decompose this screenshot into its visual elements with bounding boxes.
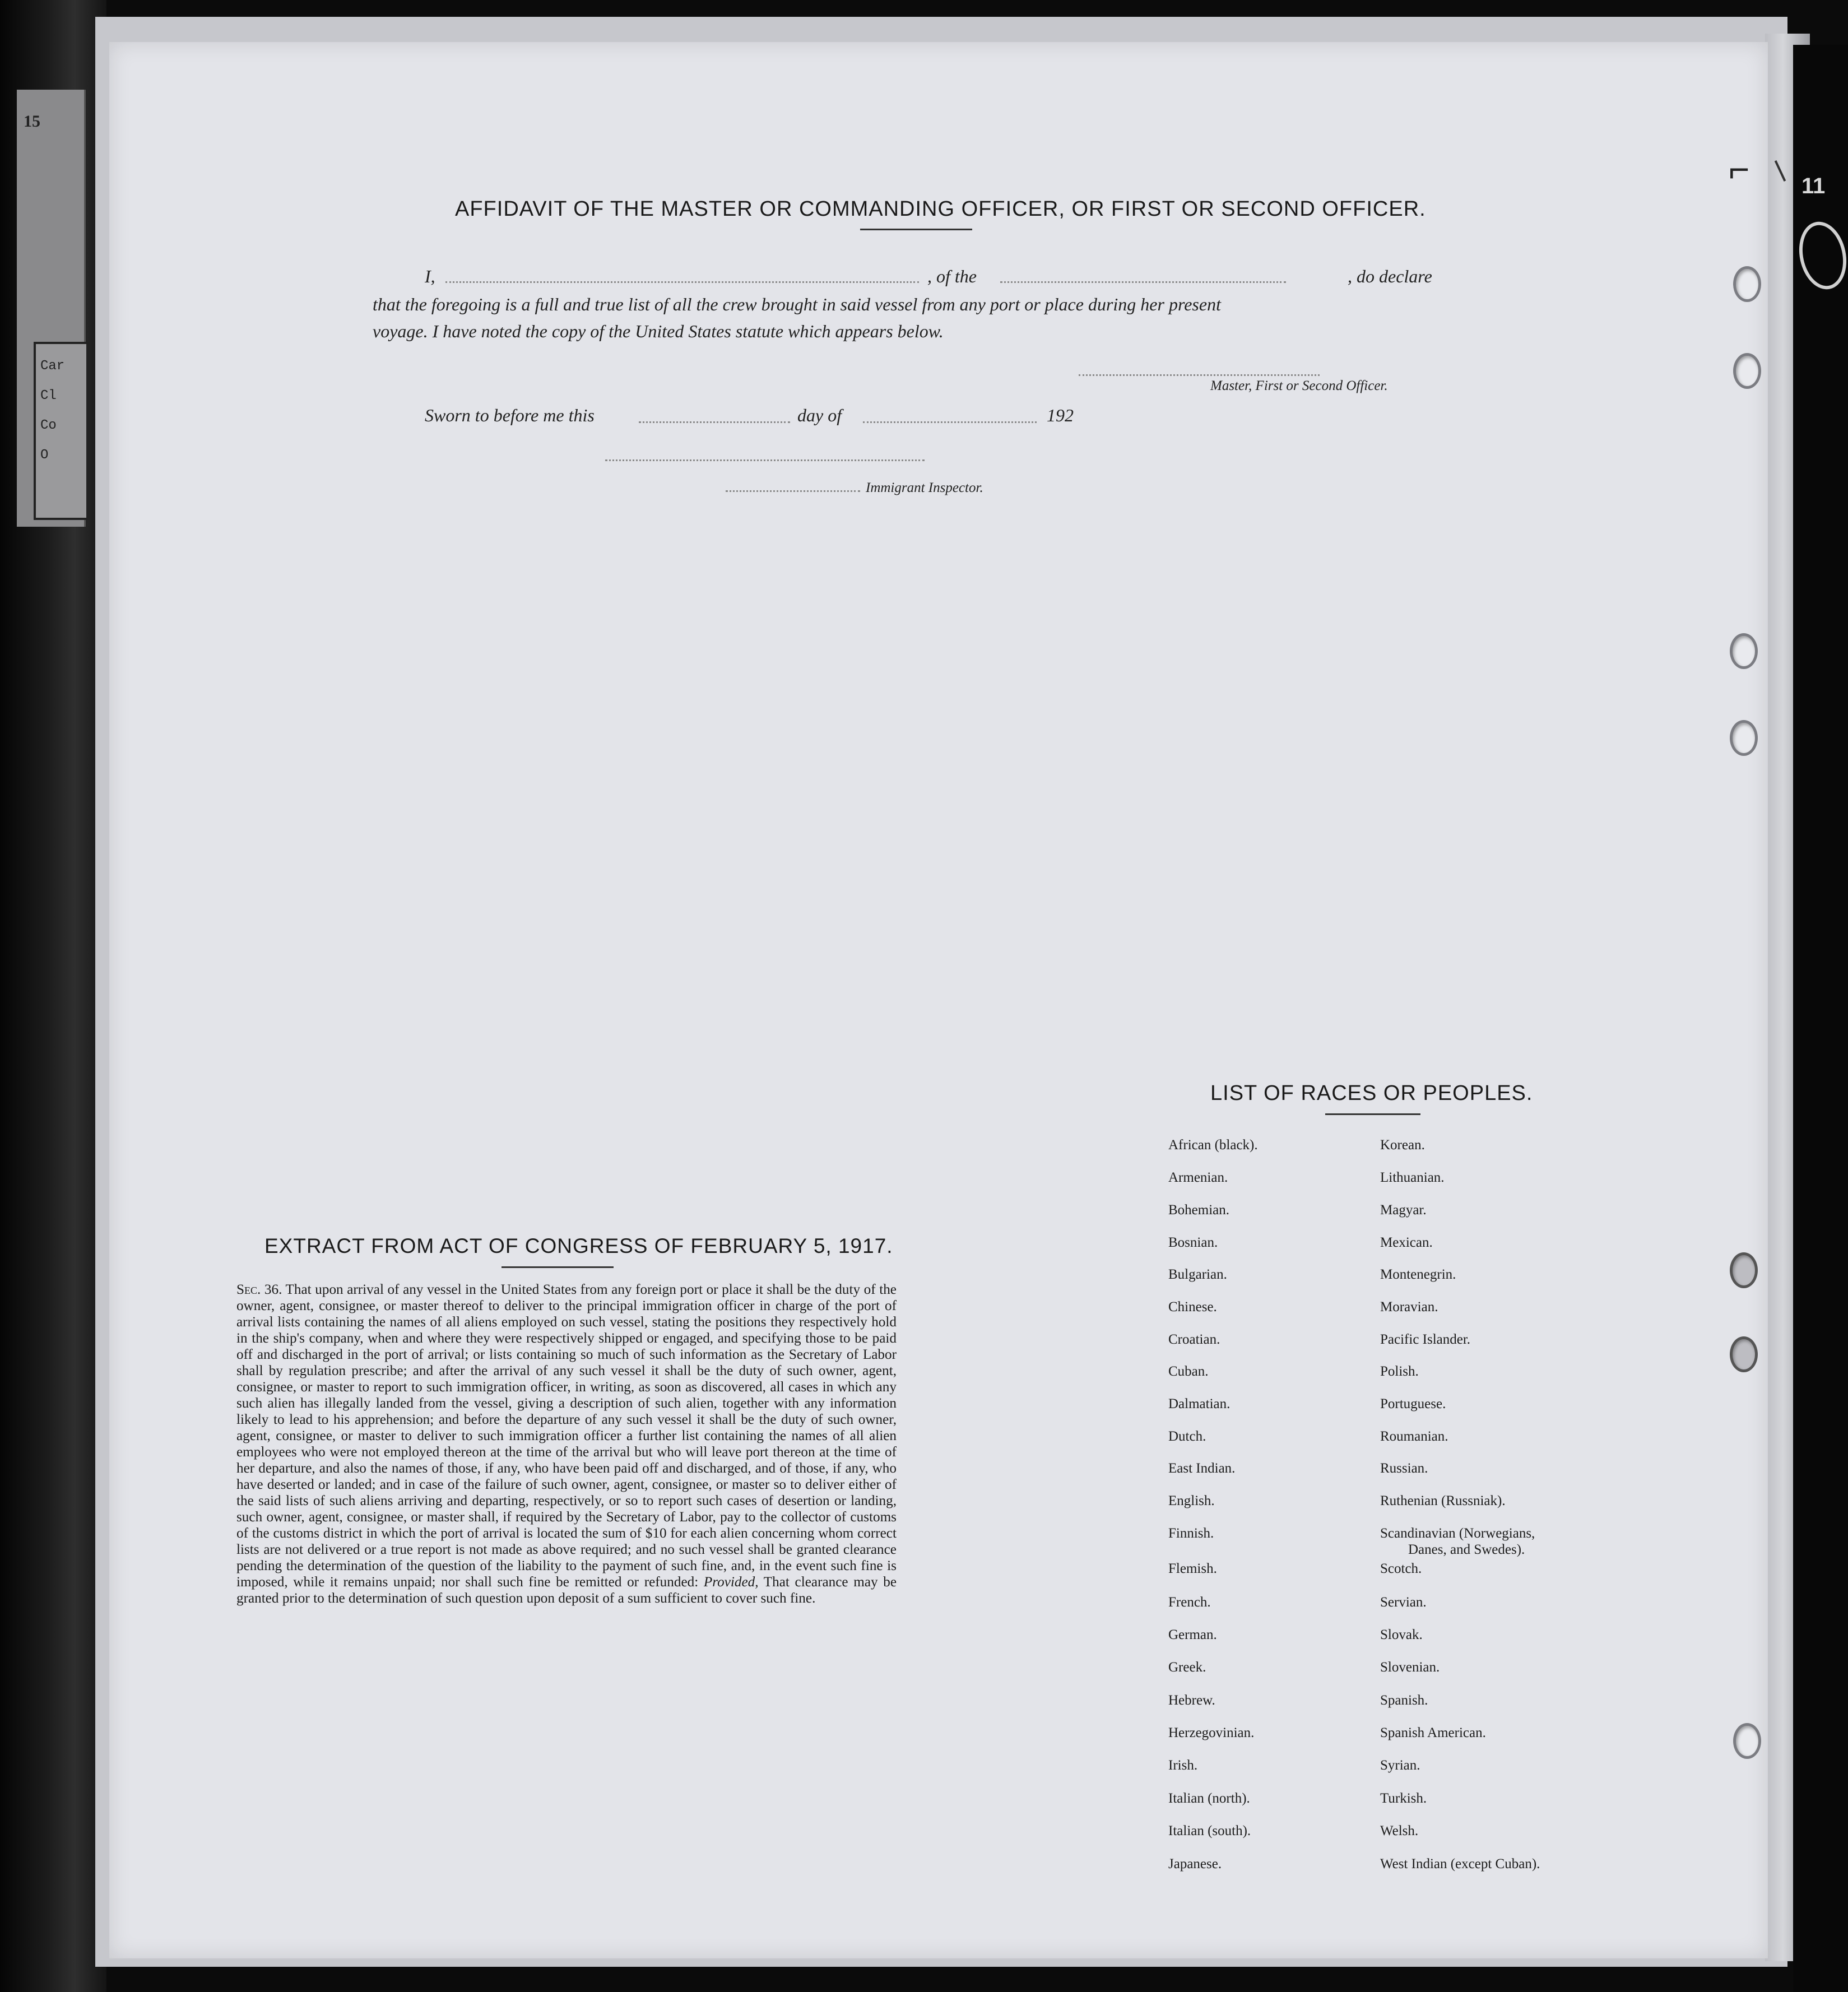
next-page-number: 11 bbox=[1801, 174, 1826, 198]
stamp-line: Co bbox=[40, 418, 57, 433]
punch-hole-icon bbox=[1730, 633, 1758, 669]
sworn-month-field[interactable] bbox=[863, 421, 1037, 423]
affidavit-line1-prefix: I, bbox=[425, 266, 435, 286]
race-item: Roumanian. bbox=[1380, 1429, 1448, 1444]
race-item: Armenian. bbox=[1168, 1170, 1228, 1185]
section-text: That upon arrival of any vessel in the United States from any foreign port or place it shall be the duty of the owner, agent, consignee, or master thereof to deliver to the principal immigration officer in charge of the port of arrival lists containing the names of all aliens employed on such vessel, stating the positions they respectively hold in the ship's company, when and where they were respectively shipped or engaged, and specifying those to be paid off and discharged in the port of arrival; or lists containing so much of such information as the Secretary of Labor shall by regulation prescribe; and after the arrival of any such vessel it shall be the duty of such owner, agent, consignee, or master to report to such immigration officer, in writing, as soon as discovered, all cases in which any such alien has illegally landed from the vessel, giving a description of such alien, together with any information likely to lead to his apprehension; and before the departure of any such vessel it shall be the duty of such owner, agent, consignee, or master to deliver to such immigration officer a further list containing the names of all alien employees who were not employed thereon at the time of the arrival but who will leave port thereon at the time of her departure, and also the names of those, if any, who have been paid off and discharged, and of those, if any, who have deserted or landed; and in case of the failure of such owner, agent, consignee, or master so to deliver either of the said lists of such aliens arriving and departing, respectively, or so to report such cases of desertion or landing, such owner, agent, consignee, or master shall, if required by the Secretary of Labor, pay to the collector of customs of the customs district in which the port of arrival is located the sum of $10 for each alien concerning whom correct lists are not delivered or a true report is not made as above required; and no such vessel shall be granted clearance pending the determination of the question of the liability to the payment of such fine, and, in the event such fine is imposed, while it remains unpaid; nor shall such fine be remitted or refunded: bbox=[236, 1282, 897, 1590]
race-item: African (black). bbox=[1168, 1137, 1258, 1153]
race-item: Magyar. bbox=[1380, 1202, 1427, 1218]
race-item: Russian. bbox=[1380, 1461, 1428, 1476]
extract-body bbox=[236, 1281, 897, 1606]
race-item: Turkish. bbox=[1380, 1791, 1427, 1806]
race-item: Servian. bbox=[1380, 1595, 1427, 1610]
races-title-rule bbox=[1325, 1113, 1420, 1115]
race-item: Croatian. bbox=[1168, 1332, 1220, 1347]
extract-title: EXTRACT FROM ACT OF CONGRESS OF FEBRUARY 5, 1917. bbox=[264, 1234, 893, 1257]
pencil-mark-icon: ⌐ bbox=[1729, 149, 1750, 189]
race-item: Korean. bbox=[1380, 1137, 1425, 1153]
race-item: Flemish. bbox=[1168, 1561, 1217, 1576]
race-item: German. bbox=[1168, 1627, 1217, 1642]
document-page bbox=[109, 42, 1768, 1958]
race-item: West Indian (except Cuban). bbox=[1380, 1856, 1540, 1872]
race-item: Welsh. bbox=[1380, 1823, 1419, 1838]
provided-label: Provided, bbox=[703, 1575, 759, 1590]
race-item: Slovak. bbox=[1380, 1627, 1423, 1642]
punch-hole-icon bbox=[1730, 1336, 1758, 1372]
stamp-line: Cl bbox=[40, 388, 57, 403]
inspector-label: Immigrant Inspector. bbox=[866, 480, 983, 495]
race-item: Syrian. bbox=[1380, 1758, 1420, 1773]
officer-signature-field[interactable] bbox=[1079, 374, 1320, 376]
affidavit-line2: that the foregoing is a full and true list of all the crew brought in said vessel from any port or place during her present bbox=[373, 294, 1221, 314]
race-item: Portuguese. bbox=[1380, 1396, 1446, 1411]
affidavit-line3: voyage. I have noted the copy of the United States statute which appears below. bbox=[373, 321, 944, 341]
race-item: Spanish. bbox=[1380, 1693, 1428, 1708]
race-item: Greek. bbox=[1168, 1660, 1206, 1675]
scan-right-edge bbox=[1793, 45, 1848, 1992]
underlying-stamp-box bbox=[34, 342, 89, 520]
sworn-prefix: Sworn to before me this bbox=[425, 405, 595, 425]
race-item: Ruthenian (Russniak). bbox=[1380, 1493, 1506, 1508]
race-item: Japanese. bbox=[1168, 1856, 1222, 1872]
race-item: Lithuanian. bbox=[1380, 1170, 1445, 1185]
race-item: Italian (north). bbox=[1168, 1791, 1250, 1806]
affidavit-line1-suffix: , do declare bbox=[1348, 266, 1432, 286]
race-item: Irish. bbox=[1168, 1758, 1198, 1773]
race-item: Polish. bbox=[1380, 1364, 1419, 1379]
race-item: French. bbox=[1168, 1595, 1211, 1610]
affidavit-title: AFFIDAVIT OF THE MASTER OR COMMANDING OFFICER, OR FIRST OR SECOND OFFICER. bbox=[455, 197, 1426, 221]
title-rule bbox=[860, 229, 972, 230]
punch-hole-icon bbox=[1733, 266, 1761, 302]
master-name-field[interactable] bbox=[445, 281, 919, 283]
races-title: LIST OF RACES OR PEOPLES. bbox=[1210, 1081, 1533, 1105]
race-item: Italian (south). bbox=[1168, 1823, 1251, 1838]
race-item-continuation: Danes, and Swedes). bbox=[1408, 1542, 1525, 1557]
race-item: Dutch. bbox=[1168, 1429, 1206, 1444]
race-item: East Indian. bbox=[1168, 1461, 1236, 1476]
extract-title-rule bbox=[502, 1266, 614, 1268]
sworn-mid: day of bbox=[797, 405, 842, 425]
punch-hole-icon bbox=[1730, 1252, 1758, 1288]
sworn-year: 192 bbox=[1047, 405, 1074, 425]
race-item: Dalmatian. bbox=[1168, 1396, 1231, 1411]
race-item: Scandinavian (Norwegians, bbox=[1380, 1526, 1535, 1541]
affidavit-line1-mid: , of the bbox=[927, 266, 977, 286]
stamp-line: Car bbox=[40, 359, 65, 374]
race-item: Bosnian. bbox=[1168, 1235, 1218, 1250]
provided-text: That clearance may be granted prior to the determination of such question upon deposit of a sum sufficient to cover such fine. bbox=[236, 1575, 897, 1606]
stamp-line: O bbox=[40, 448, 49, 463]
race-item: Slovenian. bbox=[1380, 1660, 1440, 1675]
officer-signature-label: Master, First or Second Officer. bbox=[1210, 378, 1388, 393]
race-item: Scotch. bbox=[1380, 1561, 1422, 1576]
race-item: Bulgarian. bbox=[1168, 1267, 1227, 1282]
inspector-signature-field[interactable] bbox=[605, 459, 925, 461]
punch-hole-icon bbox=[1733, 353, 1761, 389]
race-item: Chinese. bbox=[1168, 1299, 1217, 1315]
race-item: Herzegovinian. bbox=[1168, 1725, 1255, 1740]
race-item: Finnish. bbox=[1168, 1526, 1214, 1541]
race-item: Hebrew. bbox=[1168, 1693, 1215, 1708]
underlying-page-number: 15 bbox=[24, 112, 40, 131]
race-item: Spanish American. bbox=[1380, 1725, 1486, 1740]
inspector-name-field[interactable] bbox=[726, 490, 860, 492]
race-item: Bohemian. bbox=[1168, 1202, 1230, 1218]
race-item: Mexican. bbox=[1380, 1235, 1433, 1250]
punch-hole-icon bbox=[1730, 720, 1758, 756]
race-item: Montenegrin. bbox=[1380, 1267, 1456, 1282]
section-label: Sec. 36. bbox=[236, 1282, 282, 1297]
punch-hole-icon bbox=[1733, 1723, 1761, 1759]
race-item: Moravian. bbox=[1380, 1299, 1438, 1315]
race-item: Cuban. bbox=[1168, 1364, 1209, 1379]
vessel-name-field[interactable] bbox=[1000, 281, 1286, 283]
race-item: Pacific Islander. bbox=[1380, 1332, 1471, 1347]
race-item: English. bbox=[1168, 1493, 1215, 1508]
sworn-day-field[interactable] bbox=[639, 421, 790, 423]
